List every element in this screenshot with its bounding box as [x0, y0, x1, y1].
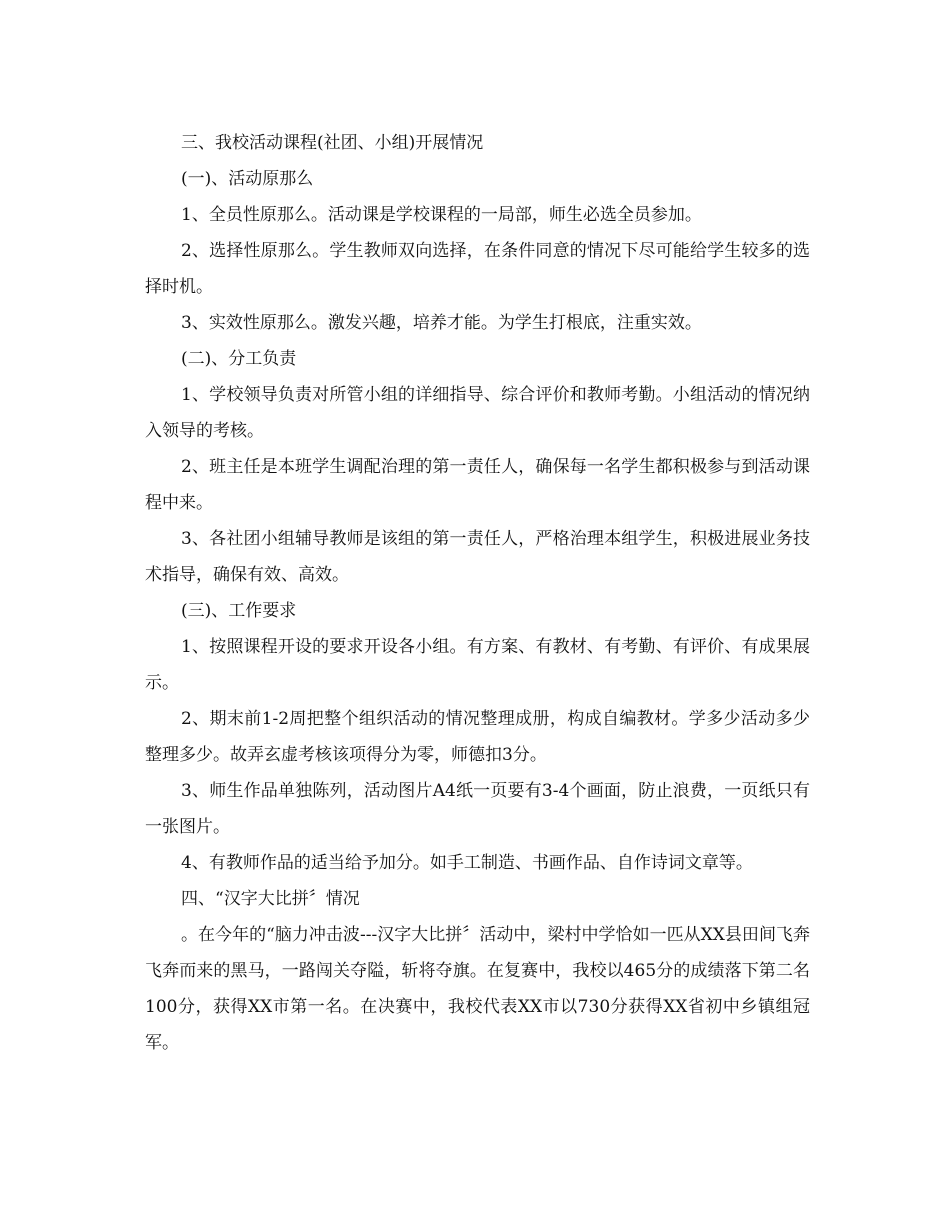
section-heading-activity-courses: 三、我校活动课程(社团、小组)开展情况: [181, 133, 484, 153]
paragraph-requirement-4: 4、有教师作品的适当给予加分。如手工制造、书画作品、自作诗词文章等。: [181, 853, 753, 873]
subheading-work-requirements: (三)、工作要求: [181, 601, 297, 621]
paragraph-principle-1: 1、全员性原那么。活动课是学校课程的一局部，师生必选全员参加。: [181, 205, 702, 225]
paragraph-requirement-2: 2、期末前1-2周把整个组织活动的情况整理成册，构成自编教材。学多少活动多少整理多少。故弄玄虚考核该项得分为零，师德扣3分。: [145, 709, 810, 765]
subheading-division-of-work: (二)、分工负责: [181, 349, 297, 369]
paragraph-requirement-1: 1、按照课程开设的要求开设各小组。有方案、有教材、有考勤、有评价、有成果展示。: [145, 637, 810, 693]
paragraph-requirement-3: 3、师生作品单独陈列，活动图片A4纸一页要有3-4个画面，防止浪费，一页纸只有一张图片。: [145, 781, 810, 837]
subheading-principles: (一)、活动原那么: [181, 169, 314, 189]
paragraph-hanzi-contest: 。在今年的“脑力冲击波---汉字大比拼〞活动中，梁村中学恰如一匹从XX县田间飞奔飞奔而来的黑马，一路闯关夺隘，斩将夺旗。在复赛中，我校以465分的成绩落下第二名100分，获得XX市第一名。在决赛中，我校代表XX市以730分获得XX省初中乡镇组冠军。: [145, 925, 810, 1053]
paragraph-principle-3: 3、实效性原那么。激发兴趣，培养才能。为学生打根底，注重实效。: [181, 313, 702, 333]
paragraph-division-2: 2、班主任是本班学生调配治理的第一责任人，确保每一名学生都积极参与到活动课程中来。: [145, 457, 810, 513]
paragraph-division-3: 3、各社团小组辅导教师是该组的第一责任人，严格治理本组学生，积极进展业务技术指导，确保有效、高效。: [145, 529, 810, 585]
section-heading-hanzi-contest: 四、“汉字大比拼〞情况: [181, 889, 360, 909]
paragraph-principle-2: 2、选择性原那么。学生教师双向选择，在条件同意的情况下尽可能给学生较多的选择时机。: [145, 241, 810, 297]
paragraph-division-1: 1、学校领导负责对所管小组的详细指导、综合评价和教师考勤。小组活动的情况纳入领导的考核。: [145, 385, 810, 441]
document-body: [145, 125, 810, 1061]
